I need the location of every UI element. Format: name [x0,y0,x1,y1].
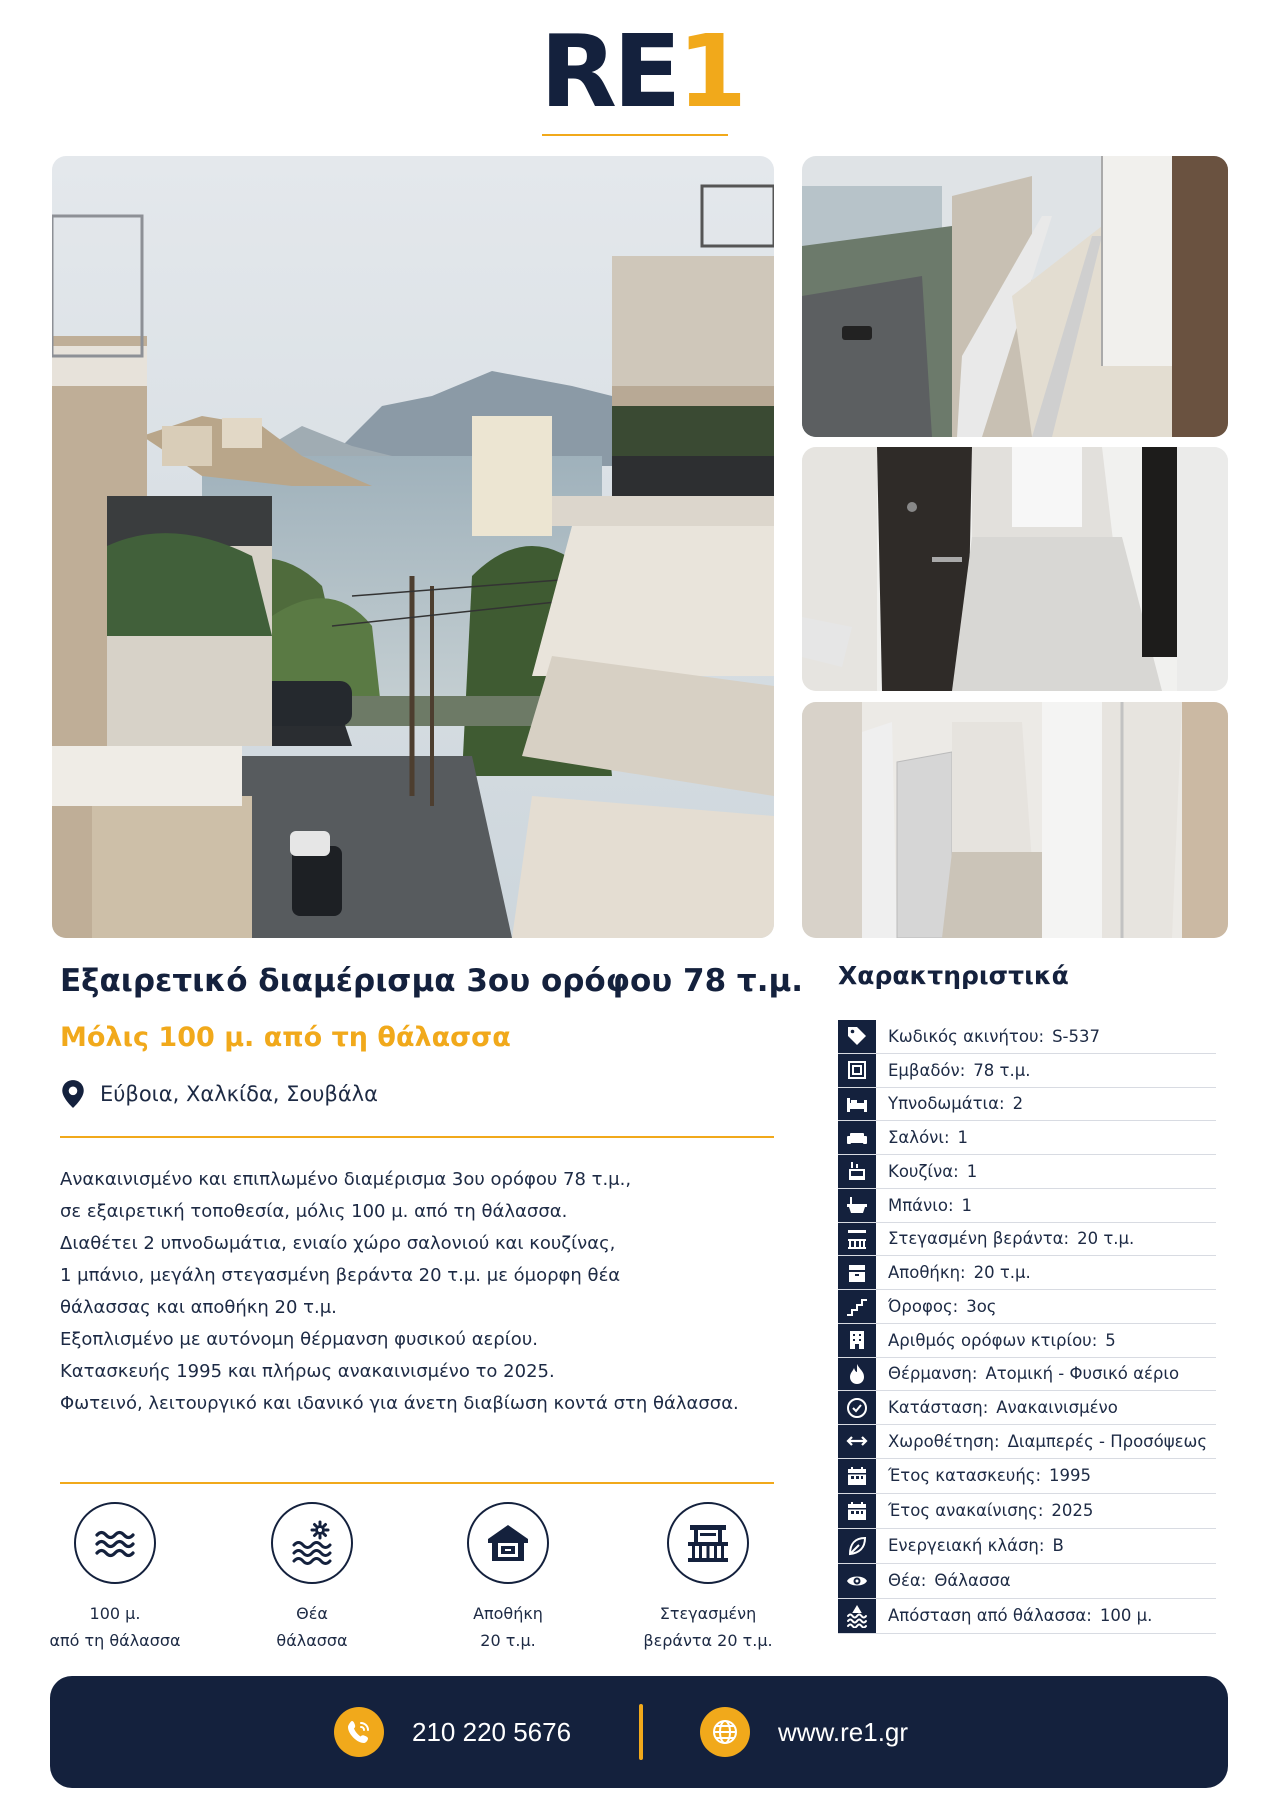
divider [60,1136,774,1138]
feature-label: Απόσταση από θάλασσα: [888,1606,1092,1626]
feature-label: Όροφος: [888,1296,959,1316]
balcony-photo[interactable] [802,156,1228,437]
stairs-icon [845,1294,869,1318]
description-line: Κατασκευής 1995 και πλήρως ανακαινισμένο το 2025. [60,1361,555,1382]
description-line: θάλασσας και αποθήκη 20 τ.μ. [60,1297,337,1318]
feature-row [838,1290,1216,1324]
feature-row [838,1358,1216,1392]
brand-logo [540,13,743,142]
feature-value: 1 [961,1195,973,1215]
feature-value: 100 μ. [1099,1606,1153,1626]
feature-value: 2 [1012,1094,1024,1114]
highlight-line: Αποθήκη [473,1604,543,1623]
feature-row [838,1529,1216,1564]
feature-row [838,1459,1216,1494]
area-icon [845,1058,869,1082]
feature-value: 20 τ.μ. [1077,1229,1135,1249]
feature-row [838,1256,1216,1290]
feature-row [838,1494,1216,1529]
description-line: σε εξαιρετική τοποθεσία, μόλις 100 μ. από τη θάλασσα. [60,1201,568,1222]
logo-underline [542,134,728,136]
contact-footer [50,1676,1228,1788]
highlight-line: Στεγασμένη [659,1604,757,1623]
feature-row [838,1223,1216,1257]
highlight-storage [433,1502,583,1654]
feature-row [838,1324,1216,1358]
bath-icon [845,1193,869,1217]
bed-icon [845,1092,869,1116]
feature-label: Εμβαδόν: [888,1060,966,1080]
highlight-line: 100 μ. [89,1604,141,1623]
website-url: www.re1.gr [778,1716,909,1747]
highlight-view [237,1502,387,1654]
feature-label: Μπάνιο: [888,1195,954,1215]
flame-icon [845,1362,869,1386]
entrance-photo[interactable] [802,447,1228,691]
veranda-icon [845,1227,869,1251]
features-list [838,1020,1216,1634]
calendar-icon [845,1464,869,1488]
feature-row [838,1121,1216,1155]
feature-label: Θέα: [888,1571,927,1591]
feature-label: Στεγασμένη βεράντα: [888,1229,1070,1249]
feature-value: 1 [957,1128,969,1148]
feature-label: Έτος ανακαίνισης: [888,1501,1044,1521]
description-line: Εξοπλισμένο με αυτόνομη θέρμανση φυσικού αερίου. [60,1329,538,1350]
feature-value: 5 [1105,1330,1116,1350]
feature-row [838,1564,1216,1599]
waves-icon [91,1519,139,1567]
feature-label: Χωροθέτηση: [888,1431,1000,1451]
highlight-veranda [633,1502,783,1654]
feature-label: Υπνοδωμάτια: [888,1094,1005,1114]
feature-value: 3ος [966,1296,997,1316]
storage-icon [484,1519,532,1567]
feature-row [838,1155,1216,1189]
feature-value: 2025 [1051,1501,1094,1521]
feature-value: Ατομική - Φυσικό αέριο [985,1364,1180,1384]
feature-label: Αριθμός ορόφων κτιρίου: [888,1330,1098,1350]
feature-value: S-537 [1052,1026,1100,1046]
tag-icon [845,1024,869,1048]
location [60,1078,378,1110]
arrows-icon [845,1429,869,1453]
feature-value: Διαμπερές - Προσόψεως [1007,1431,1208,1451]
feature-label: Σαλόνι: [888,1128,950,1148]
feature-value: Θάλασσα [934,1571,1011,1591]
feature-label: Έτος κατασκευής: [888,1466,1042,1486]
phone-link[interactable] [334,1706,571,1758]
feature-row [838,1391,1216,1425]
globe-icon [710,1717,740,1747]
highlight-line: 20 τ.μ. [480,1631,536,1650]
feature-label: Αποθήκη: [888,1263,966,1283]
description-line: 1 μπάνιο, μεγάλη στεγασμένη βεράντα 20 τ.μ. με όμορφη θέα [60,1265,621,1286]
features-title: Χαρακτηριστικά [838,961,1069,990]
main-photo[interactable] [52,156,774,938]
feature-label: Θέρμανση: [888,1364,978,1384]
website-link[interactable] [700,1706,908,1758]
description [60,1164,774,1420]
feature-value: Ανακαινισμένο [996,1398,1118,1418]
building-icon [845,1328,869,1352]
listing-title: Εξαιρετικό διαμέρισμα 3ου ορόφου 78 τ.μ. [60,963,804,999]
sofa-icon [845,1126,869,1150]
listing-subtitle: Μόλις 100 μ. από τη θάλασσα [60,1022,511,1053]
highlight-line: βεράντα 20 τ.μ. [643,1631,773,1650]
eye-icon [845,1569,869,1593]
feature-value: 20 τ.μ. [973,1263,1031,1283]
feature-label: Κουζίνα: [888,1161,959,1181]
logo-accent: 1 [677,13,743,130]
feature-label: Κατάσταση: [888,1398,989,1418]
phone-icon [344,1717,374,1747]
feature-value: 1995 [1049,1466,1092,1486]
feature-row [838,1425,1216,1459]
logo-main: RE [540,13,678,130]
highlight-line: θάλασσα [276,1631,348,1650]
description-line: Διαθέτει 2 υπνοδωμάτια, ενιαίο χώρο σαλονιού και κουζίνας, [60,1233,616,1254]
feature-value: 1 [966,1161,978,1181]
kitchen-icon [845,1159,869,1183]
feature-value: 78 τ.μ. [973,1060,1031,1080]
leaf-icon [845,1534,869,1558]
feature-label: Κωδικός ακινήτου: [888,1026,1045,1046]
footer-divider [639,1704,643,1760]
map-pin-icon [60,1079,86,1109]
feature-value: B [1052,1536,1064,1556]
divider [60,1482,774,1484]
description-line: Φωτεινό, λειτουργικό και ιδανικό για άνετη διαβίωση κοντά στη θάλασσα. [60,1393,739,1414]
highlight-line: από τη θάλασσα [49,1631,181,1650]
feature-row [838,1599,1216,1634]
storage-icon [845,1261,869,1285]
calendar-icon [845,1499,869,1523]
hallway-photo[interactable] [802,702,1228,938]
highlight-distance [40,1502,190,1654]
description-line: Ανακαινισμένο και επιπλωμένο διαμέρισμα 3ου ορόφου 78 τ.μ., [60,1169,632,1190]
check-circle-icon [845,1396,869,1420]
feature-row [838,1054,1216,1088]
sea-view-icon [288,1519,336,1567]
sea-icon [845,1604,869,1628]
highlight-line: Θέα [296,1604,328,1623]
feature-row [838,1189,1216,1223]
location-text: Εύβοια, Χαλκίδα, Σουβάλα [100,1082,378,1106]
feature-row [838,1020,1216,1054]
feature-row [838,1088,1216,1122]
veranda-icon [684,1519,732,1567]
phone-number: 210 220 5676 [412,1716,572,1747]
feature-label: Ενεργειακή κλάση: [888,1536,1045,1556]
